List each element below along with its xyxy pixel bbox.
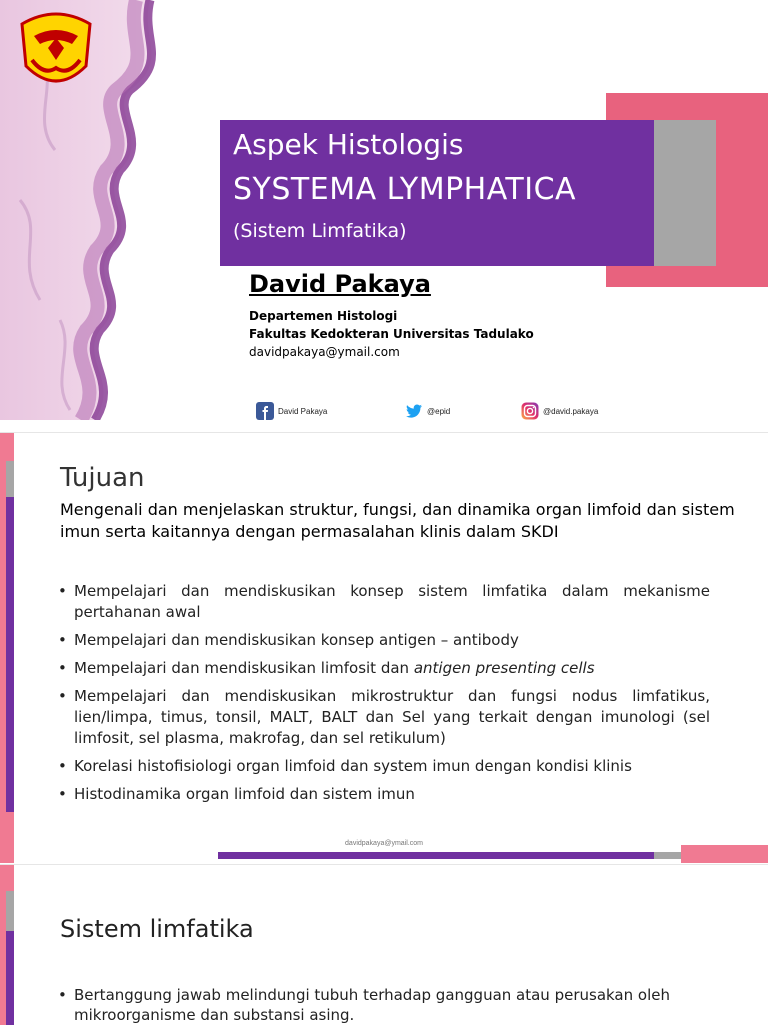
decor-sidebar-grey	[6, 891, 14, 931]
title-box	[220, 120, 654, 266]
list-item-emphasis: antigen presenting cells	[413, 659, 595, 677]
facebook-icon	[256, 402, 274, 420]
decor-bottom-bar-purple	[218, 852, 654, 859]
list-item-text: Mempelajari dan mendiskusikan limfosit dan	[74, 659, 414, 677]
decor-sidebar-purple	[6, 931, 14, 1025]
decor-sidebar-purple	[6, 497, 14, 812]
university-logo	[14, 4, 98, 96]
title-line-1: Aspek Histologis	[233, 128, 464, 161]
title-line-2: SYSTEMA LYMPHATICA	[233, 172, 577, 207]
instagram-handle: @david.pakaya	[543, 406, 599, 416]
instagram-link[interactable]	[521, 402, 598, 420]
decor-bottom-bar-pink	[681, 845, 768, 863]
objectives-list	[58, 581, 710, 812]
list-item: • Korelasi histofisiologi organ limfoid dan system imun dengan kondisi klinis	[58, 756, 710, 777]
objectives-slide	[0, 432, 768, 863]
department: Departemen Histologi	[249, 309, 398, 323]
instagram-icon	[521, 402, 539, 420]
author-name: David Pakaya	[249, 270, 431, 298]
list-item: • Histodinamika organ limfoid dan sistem imun	[58, 784, 710, 805]
list-item: • Bertanggung jawab melindungi tubuh terhadap gangguan atau perusakan oleh mikroorganisme dan substansi asing.	[58, 985, 734, 1025]
twitter-icon	[405, 402, 423, 420]
twitter-link[interactable]	[405, 402, 450, 420]
twitter-handle: @epid	[427, 406, 451, 416]
slide-heading: Sistem limfatika	[60, 915, 254, 943]
lymphatic-system-slide	[0, 864, 768, 1025]
list-item	[58, 658, 710, 679]
decor-grey-block	[654, 120, 716, 266]
decor-sidebar-grey	[6, 461, 14, 497]
list-item: • Mempelajari dan mendiskusikan konsep sistem limfatika dalam mekanisme pertahanan awal	[58, 581, 710, 623]
facebook-handle: David Pakaya	[278, 406, 328, 416]
facebook-link[interactable]	[256, 402, 327, 420]
title-slide	[0, 0, 768, 432]
list-item: • Mempelajari dan mendiskusikan konsep antigen – antibody	[58, 630, 710, 651]
slide-footer: davidpakaya@ymail.com	[345, 840, 423, 847]
author-email: davidpakaya@ymail.com	[249, 345, 400, 359]
faculty: Fakultas Kedokteran Universitas Tadulako	[249, 327, 534, 341]
decor-bottom-bar-grey	[654, 852, 681, 859]
slide-heading: Tujuan	[60, 463, 145, 493]
title-line-3: (Sistem Limfatika)	[233, 220, 407, 242]
slide-subtitle: Mengenali dan menjelaskan struktur, fungsi, dan dinamika organ limfoid dan sistem imun serta kaitannya dengan permasalahan klinis dalam SKDI	[60, 500, 735, 541]
list-item: • Mempelajari dan mendiskusikan mikrostruktur dan fungsi nodus limfatikus, lien/limpa, timus, tonsil, MALT, BALT dan Sel yang terkait dengan imunologi (sel limfosit, sel plasma, makrofag, dan sel retikulum)	[58, 686, 710, 749]
